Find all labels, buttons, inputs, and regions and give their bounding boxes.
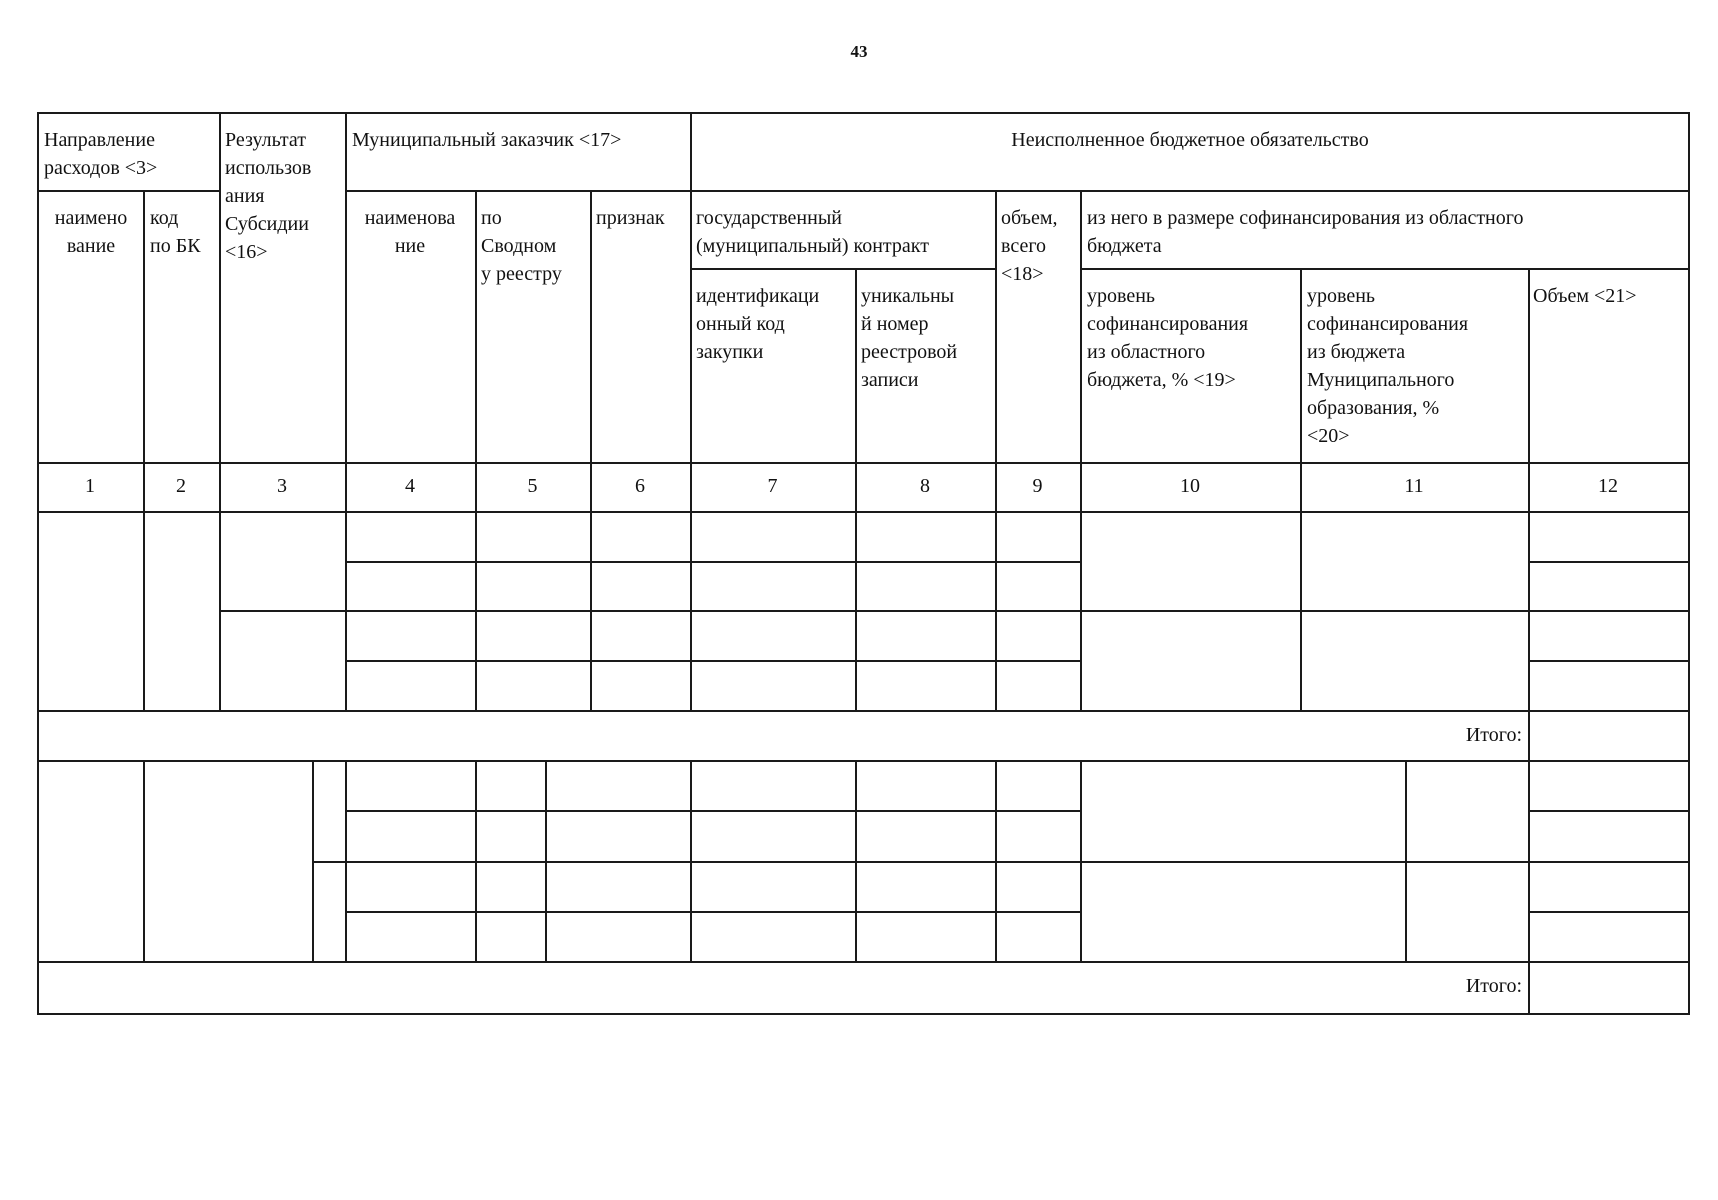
header-customer-registry: по Сводном у реестру: [481, 207, 562, 285]
header-kbk: код по БК: [150, 207, 201, 257]
rule: [545, 760, 547, 961]
header-contract: государственный (муниципальный) контракт: [696, 207, 929, 257]
rule: [690, 112, 692, 710]
rule: [1528, 561, 1690, 563]
header-volume-total: объем, всего <18>: [1001, 207, 1058, 285]
rule: [590, 190, 592, 710]
header-cofin: из него в размере софинансирования из областного бюджета: [1087, 207, 1524, 257]
rule: [345, 760, 347, 961]
total-label: Итого:: [1465, 975, 1522, 997]
rule: [37, 190, 219, 192]
column-number: 9: [1032, 475, 1043, 497]
rule: [690, 268, 995, 270]
header-level-regional: уровень софинансирования из областного бюджета, % <19>: [1087, 285, 1249, 391]
rule: [1528, 710, 1530, 760]
rule: [143, 760, 145, 961]
rule: [37, 961, 1690, 963]
rule: [219, 610, 1690, 612]
rule: [995, 190, 997, 710]
rule: [995, 760, 997, 961]
page-number: 43: [850, 42, 868, 61]
rule: [345, 561, 1080, 563]
header-customer-sign: признак: [596, 207, 665, 229]
header-registry-number: уникальны й номер реестровой записи: [861, 285, 958, 391]
rule: [312, 760, 314, 961]
rule: [1080, 190, 1082, 710]
column-number: 4: [405, 475, 415, 497]
header-name: наимено вание: [54, 207, 128, 257]
column-number: 3: [277, 475, 287, 497]
column-number: 7: [767, 475, 778, 497]
rule: [1688, 112, 1690, 1014]
column-number: 2: [176, 475, 186, 497]
rule: [312, 861, 1690, 863]
rule: [345, 190, 1690, 192]
rule: [37, 1013, 1690, 1015]
rule: [1080, 760, 1082, 961]
total-label: Итого:: [1465, 724, 1522, 746]
rule: [345, 660, 1080, 662]
header-customer: Муниципальный заказчик <17>: [352, 129, 622, 151]
rule: [690, 760, 692, 961]
rule: [37, 462, 1690, 464]
rule: [855, 760, 857, 961]
rule: [1528, 660, 1690, 662]
rule: [1528, 760, 1530, 1014]
rule: [37, 710, 1690, 712]
rule: [1528, 911, 1690, 913]
header-customer-name: наименова ние: [364, 207, 456, 257]
rule: [219, 112, 221, 710]
column-number: 6: [635, 475, 645, 497]
rule: [345, 911, 1080, 913]
column-number: 8: [920, 475, 930, 497]
rule: [345, 810, 1080, 812]
rule: [1080, 268, 1690, 270]
header-result: Результат использов ания Субсидии <16>: [225, 129, 312, 263]
header-direction: Направление расходов <3>: [44, 129, 158, 179]
header-volume: Объем <21>: [1533, 285, 1637, 307]
header-level-municipal: уровень софинансирования из бюджета Муниципального образования, % <20>: [1307, 285, 1469, 447]
header-purchase-code: идентификаци онный код закупки: [696, 285, 820, 363]
column-number: 12: [1598, 475, 1618, 497]
rule: [143, 190, 145, 710]
column-number: 10: [1180, 475, 1200, 497]
column-number: 1: [85, 475, 95, 497]
rule: [345, 112, 347, 710]
rule: [37, 760, 1690, 762]
rule: [475, 760, 477, 961]
rule: [475, 190, 477, 710]
rule: [37, 112, 39, 1014]
header-obligation: Неисполненное бюджетное обязательство: [1011, 129, 1369, 151]
rule: [1528, 810, 1690, 812]
rule: [37, 511, 1690, 513]
rule: [1405, 760, 1407, 961]
column-number: 5: [527, 475, 538, 497]
rule: [37, 112, 1690, 114]
column-number: 11: [1404, 475, 1424, 497]
